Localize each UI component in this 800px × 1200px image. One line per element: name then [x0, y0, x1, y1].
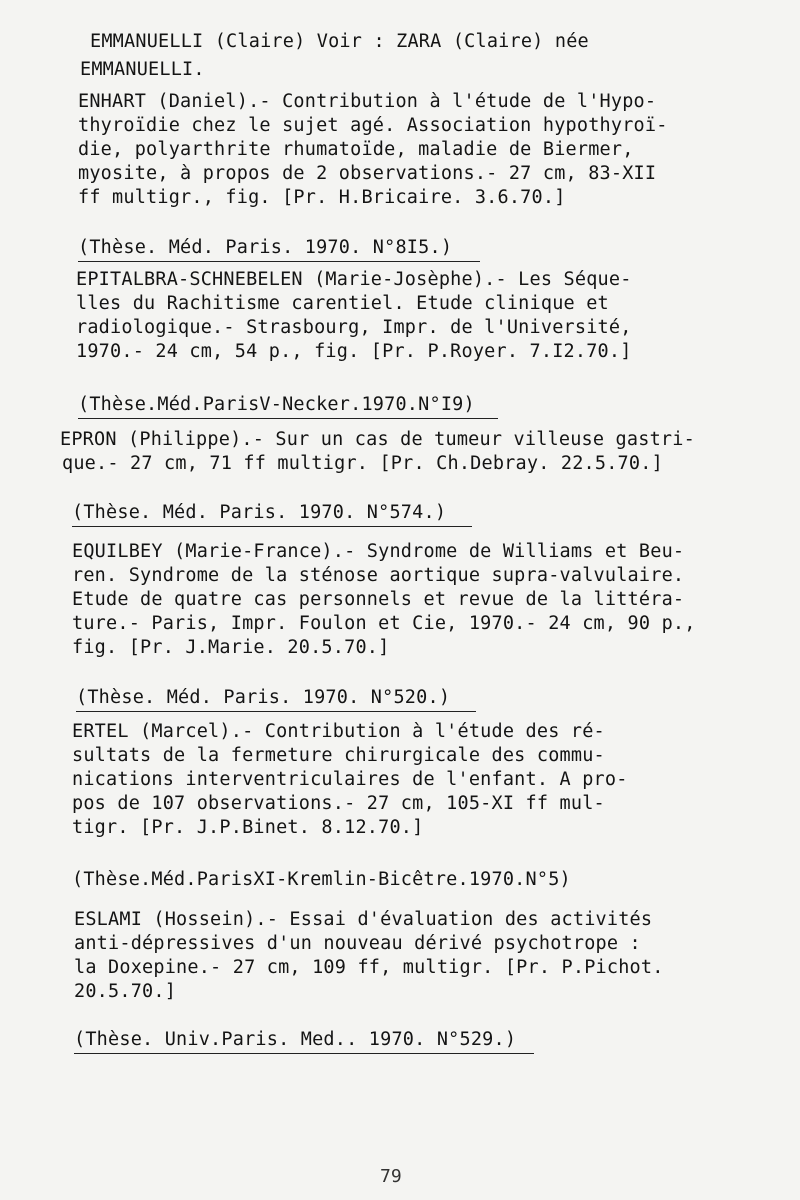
entry-line: EQUILBEY (Marie-France).- Syndrome de Williams et Beu- [72, 541, 685, 562]
entry-line: Etude de quatre cas personnels et revue de la littéra- [72, 589, 685, 610]
entry-line: EMMANUELLI (Claire) Voir : ZARA (Claire) née [90, 31, 589, 52]
thesis-citation: (Thèse.Méd.ParisV-Necker.1970.N°I9) [78, 394, 475, 415]
entry-line: myosite, à propos de 2 observations.- 27 cm, 83-XII [78, 163, 657, 184]
entry-line: radiologique.- Strasbourg, Impr. de l'Université, [76, 317, 632, 338]
entry-line: la Doxepine.- 27 cm, 109 ff, multigr. [Pr. P.Pichot. [74, 957, 664, 978]
entry-line: thyroïdie chez le sujet agé. Association hypothyroï- [78, 115, 668, 136]
entry-line: EPRON (Philippe).- Sur un cas de tumeur villeuse gastri- [60, 429, 695, 450]
entry-line: ture.- Paris, Impr. Foulon et Cie, 1970.- 24 cm, 90 p., [72, 613, 696, 634]
entry-line: 20.5.70.] [74, 981, 177, 1002]
entry-line: ESLAMI (Hossein).- Essai d'évaluation des activités [74, 909, 653, 930]
citation-underline [78, 261, 480, 262]
entry-line: fig. [Pr. J.Marie. 20.5.70.] [72, 637, 390, 658]
entry-line: ERTEL (Marcel).- Contribution à l'étude des ré- [72, 721, 605, 742]
entry-line: sultats de la fermeture chirurgicale des commu- [72, 745, 605, 766]
entry-line: tigr. [Pr. J.P.Binet. 8.12.70.] [72, 817, 424, 838]
citation-underline [74, 1053, 534, 1054]
entry-line: pos de 107 observations.- 27 cm, 105-XI ff mul- [72, 793, 605, 814]
entry-line: lles du Rachitisme carentiel. Etude clinique et [76, 293, 609, 314]
thesis-citation: (Thèse. Méd. Paris. 1970. N°574.) [72, 502, 447, 523]
entry-line: EMMANUELLI. [80, 59, 205, 80]
entry-line: ff multigr., fig. [Pr. H.Bricaire. 3.6.70.] [78, 187, 566, 208]
citation-underline [72, 526, 472, 527]
thesis-citation: (Thèse. Méd. Paris. 1970. N°520.) [76, 687, 451, 708]
entry-line: que.- 27 cm, 71 ff multigr. [Pr. Ch.Debray. 22.5.70.] [62, 453, 663, 474]
entry-line: 1970.- 24 cm, 54 p., fig. [Pr. P.Royer. 7.I2.70.] [76, 341, 632, 362]
page-number: 79 [380, 1166, 402, 1187]
citation-underline [78, 418, 498, 419]
entry-line: die, polyarthrite rhumatoïde, maladie de Biermer, [78, 139, 634, 160]
entry-line: nications interventriculaires de l'enfant. A pro- [72, 769, 628, 790]
entry-line: ren. Syndrome de la sténose aortique supra-valvulaire. [72, 565, 685, 586]
entry-line: anti-dépressives d'un nouveau dérivé psychotrope : [74, 933, 641, 954]
thesis-citation: (Thèse. Univ.Paris. Med.. 1970. N°529.) [74, 1029, 517, 1050]
entry-line: ENHART (Daniel).- Contribution à l'étude de l'Hypo- [78, 91, 657, 112]
citation-underline [76, 711, 476, 712]
thesis-citation: (Thèse.Méd.ParisXI-Kremlin-Bicêtre.1970.N°5) [72, 869, 571, 890]
entry-line: EPITALBRA-SCHNEBELEN (Marie-Josèphe).- Les Séque- [76, 269, 632, 290]
thesis-citation: (Thèse. Méd. Paris. 1970. N°8I5.) [78, 237, 453, 258]
